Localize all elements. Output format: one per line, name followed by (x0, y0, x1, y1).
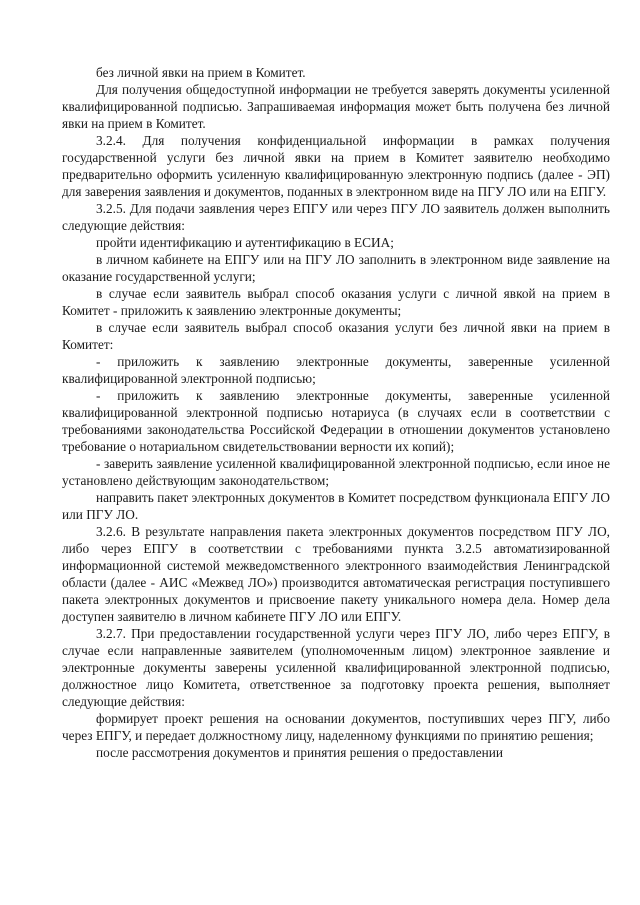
paragraph-sign-application: - заверить заявление усиленной квалифицированной электронной подписью, если иное не установлено действующим законодательством; (62, 456, 610, 488)
paragraph-send-package: направить пакет электронных документов в Комитет посредством функционала ЕПГУ ЛО или ПГУ ЛО. (62, 490, 610, 522)
paragraph-step-fill-form: в личном кабинете на ЕПГУ или на ПГУ ЛО заполнить в электронном виде заявление на оказание государственной услуги; (62, 252, 610, 284)
paragraph-public-info: Для получения общедоступной информации не требуется заверять документы усиленной квалифицированной подписью. Запрашиваемая информация может быть получена без личной явки на прием в Комитет. (62, 82, 610, 131)
paragraph-3-2-6: 3.2.6. В результате направления пакета электронных документов посредством ПГУ ЛО, либо через ЕПГУ в соответствии с требованиями пункта 3.2.5 автоматизированной информационной системой межведомственного электронного взаимодействия Ленинградской области (далее - АИС «Межвед ЛО») производится автоматическая регистрация поступившего пакета электронных документов и присвоение пакету уникального номера дела. Номер дела доступен заявителю в личном кабинете ПГУ ЛО или ЕПГУ. (62, 524, 610, 624)
paragraph-3-2-7: 3.2.7. При предоставлении государственной услуги через ПГУ ЛО, либо через ЕПГУ, в случае если направленные заявителем (уполномоченным лицом) электронное заявление и электронные документы заверены усиленной квалифицированной электронной подписью, должностное лицо Комитета, ответственное за подготовку проекта решения, выполняет следующие действия: (62, 626, 610, 709)
paragraph-3-2-4: 3.2.4. Для получения конфиденциальной информации в рамках получения государственной услуги без личной явки на прием в Комитет заявителю необходимо предварительно оформить усиленную квалифицированную электронную подпись (далее - ЭП) для заверения заявления и документов, поданных в электронном виде на ПГУ ЛО или на ЕПГУ. (62, 133, 610, 199)
paragraph-attach-notary: - приложить к заявлению электронные документы, заверенные усиленной квалифицированной электронной подписью нотариуса (в случаях если в соответствии с требованиями законодательства Российской Федерации в отношении документов установлено требование о нотариальном свидетельствовании верности их копий); (62, 388, 610, 454)
paragraph-attach-signed: - приложить к заявлению электронные документы, заверенные усиленной квалифицированной электронной подписью; (62, 354, 610, 386)
paragraph-step-with-visit: в случае если заявитель выбрал способ оказания услуги с личной явкой на прием в Комитет - приложить к заявлению электронные документы; (62, 286, 610, 318)
paragraph-after-review: после рассмотрения документов и принятия решения о предоставлении (96, 745, 504, 760)
paragraph-continuation: без личной явки на прием в Комитет. (96, 65, 306, 80)
paragraph-3-2-5: 3.2.5. Для подачи заявления через ЕПГУ или через ПГУ ЛО заявитель должен выполнить следующие действия: (62, 201, 610, 233)
paragraph-draft-decision: формирует проект решения на основании документов, поступивших через ПГУ, либо через ЕПГУ, и передает должностному лицу, наделенному функциями по принятию решения; (62, 711, 610, 743)
paragraph-step-without-visit: в случае если заявитель выбрал способ оказания услуги без личной явки на прием в Комитет: (62, 320, 610, 352)
document-page (62, 64, 610, 761)
paragraph-step-identify: пройти идентификацию и аутентификацию в ЕСИА; (96, 235, 394, 250)
